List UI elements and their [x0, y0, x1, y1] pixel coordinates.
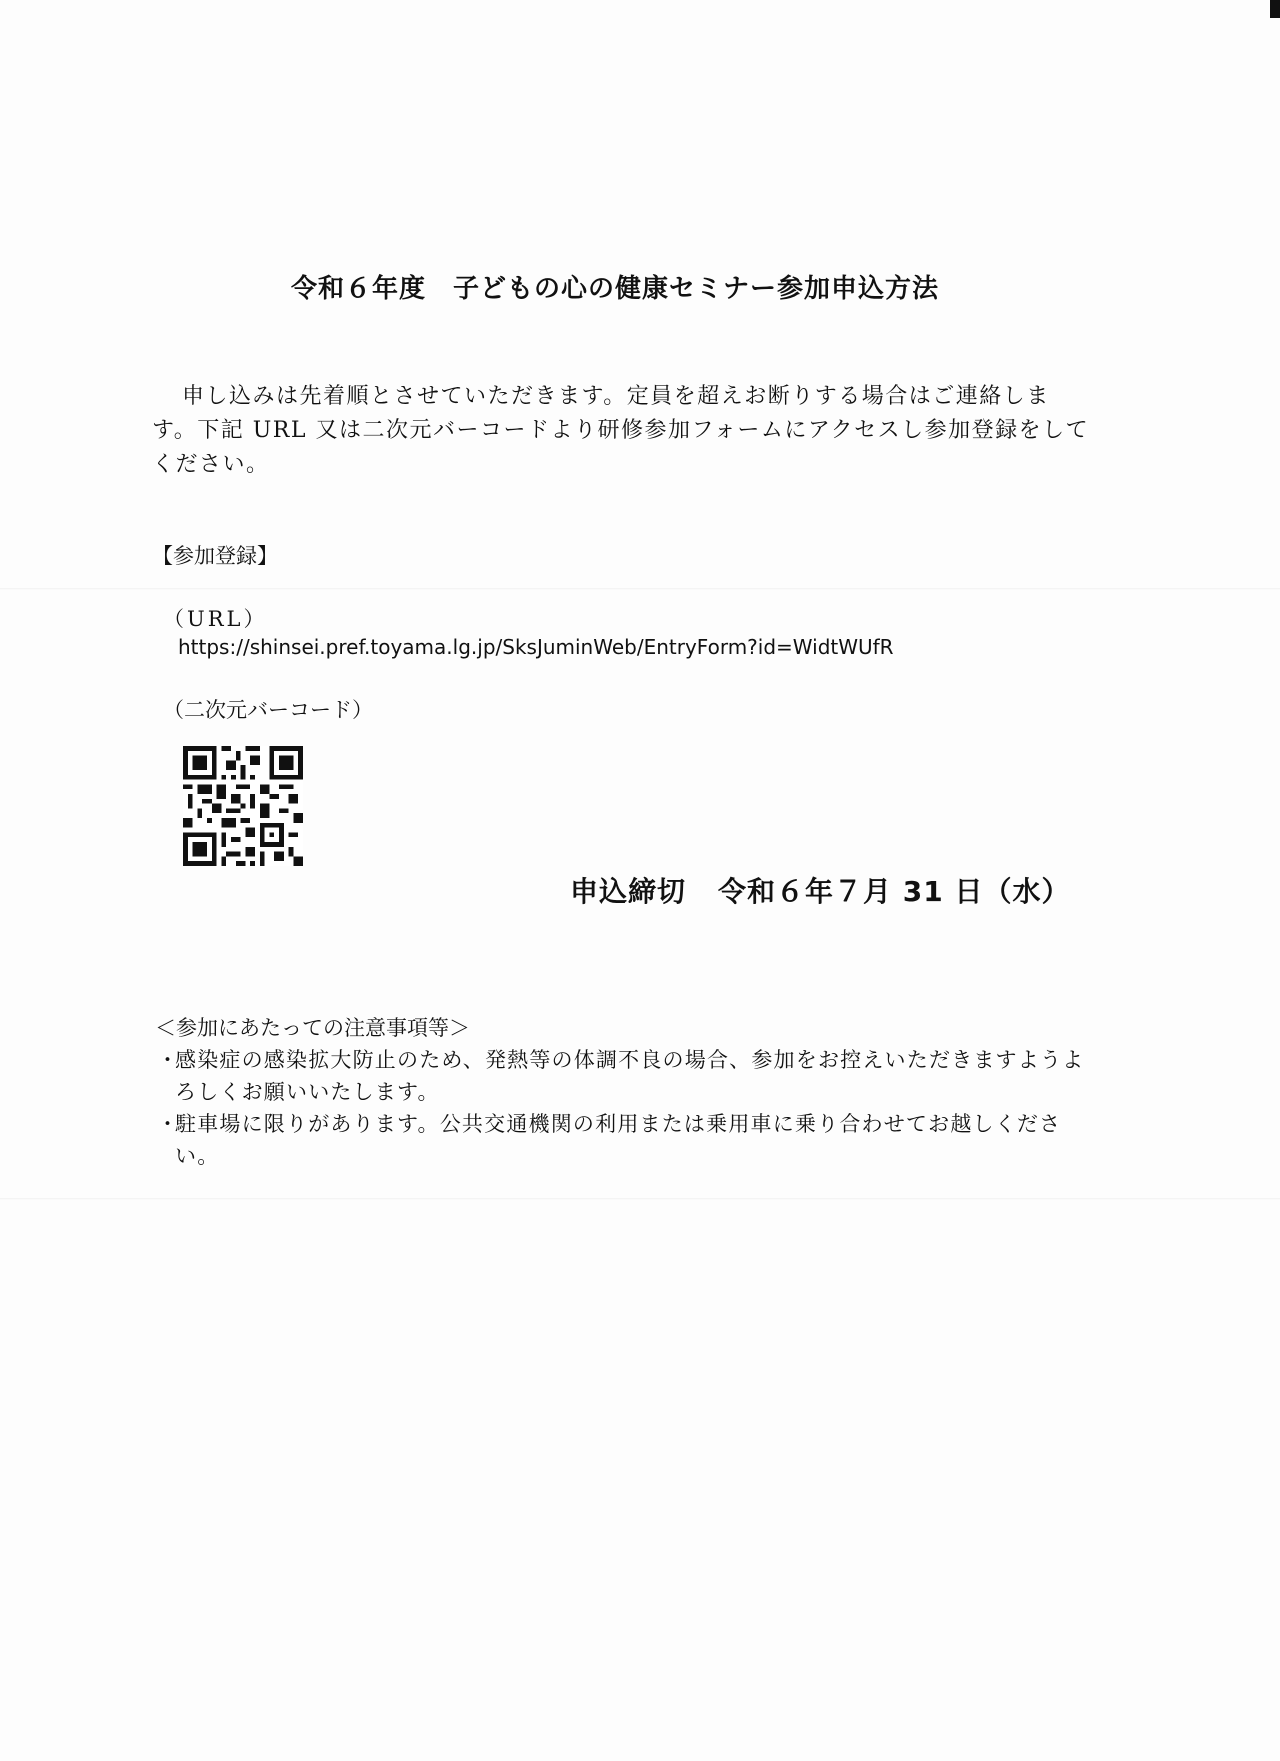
paper-fold-line	[0, 1198, 1280, 1200]
qr-label: （二次元バーコード）	[163, 698, 373, 722]
scan-edge-mark	[1270, 0, 1280, 18]
page-title: 令和６年度 子どもの心の健康セミナー参加申込方法	[290, 274, 939, 304]
registration-url[interactable]: https://shinsei.pref.toyama.lg.jp/SksJuminWeb/EntryForm?id=WidtWUfR	[178, 635, 894, 659]
bullet: ・	[157, 1048, 180, 1072]
list-item	[157, 1044, 1097, 1108]
notes-list	[157, 1044, 1097, 1172]
note-text: 駐車場に限りがあります。公共交通機関の利用または乗用車に乗り合わせてお越しください。	[175, 1112, 1062, 1168]
bullet: ・	[157, 1112, 180, 1136]
deadline-date: 令和６年７月 31 日（水）	[718, 875, 1071, 908]
intro-paragraph: 申し込みは先着順とさせていただきます。定員を超えお断りする場合はご連絡します。下記 URL 又は二次元バーコードより研修参加フォームにアクセスし参加登録をしてください。	[152, 384, 1090, 477]
registration-heading: 【参加登録】	[152, 544, 278, 568]
qr-code-image[interactable]	[183, 746, 303, 866]
list-item	[157, 1108, 1097, 1172]
deadline-label: 申込締切	[570, 875, 687, 908]
paper-fold-line	[0, 588, 1280, 590]
url-label: （URL）	[163, 607, 268, 631]
deadline	[570, 870, 1070, 910]
note-text: 感染症の感染拡大防止のため、発熱等の体調不良の場合、参加をお控えいただきますようよろしくお願いいたします。	[175, 1048, 1085, 1104]
notes-heading: ＜参加にあたっての注意事項等＞	[155, 1016, 470, 1040]
